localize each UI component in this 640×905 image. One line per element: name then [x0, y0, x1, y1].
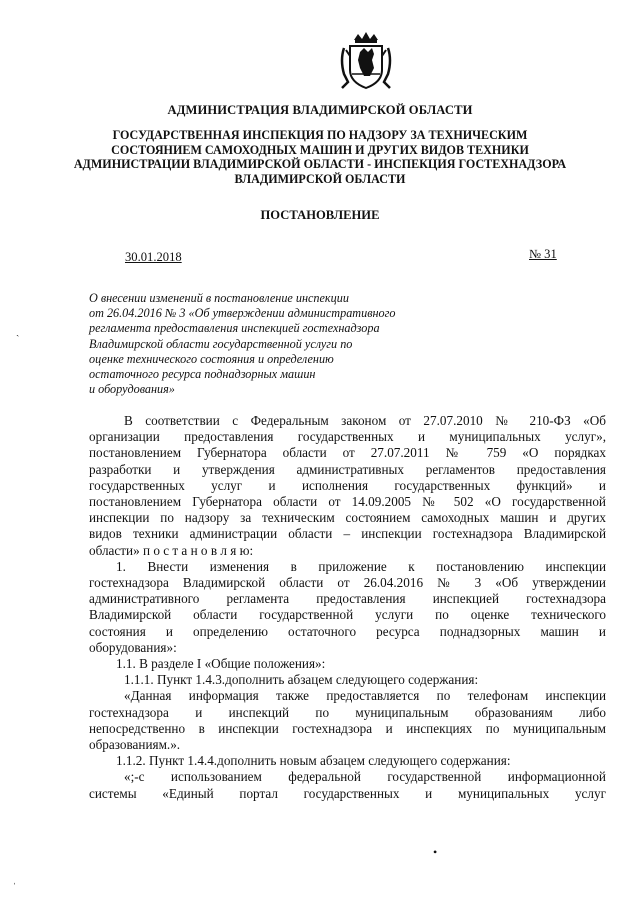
scan-mark: • [433, 845, 438, 859]
body-line: области» п о с т а н о в л я ю: [89, 542, 254, 558]
body-line: инспекции по надзору за техническим состоянием самоходных машин и других [89, 510, 606, 526]
body-line: состояния и определению остаточного ресурса поднадзорных машин и [89, 623, 606, 639]
body-line: 1. Внести изменения в приложение к постановлению инспекции [116, 558, 606, 574]
scan-mark: ˈ [13, 882, 17, 893]
inspection-title: ГОСУДАРСТВЕННАЯ ИНСПЕКЦИЯ ПО НАДЗОРУ ЗА ТЕХНИЧЕСКИМ СОСТОЯНИЕМ САМОХОДНЫХ МАШИН И ДРУГИХ ВИДОВ ТЕХНИКИ АДМИНИСТРАЦИИ ВЛАДИМИРСКОЙ ОБЛАСТИ - ИНСПЕКЦИЯ ГОСТЕХНАДЗОРА ВЛАДИМИРСКОЙ ОБЛАСТИ [73, 128, 567, 186]
body-line: системы «Единый портал государственных и муниципальных услуг [89, 785, 606, 801]
body-line: «;-с использованием федеральной государственной информационной [124, 769, 606, 785]
document-body [89, 413, 606, 802]
scan-mark: ˎ [16, 326, 20, 337]
body-line: 1.1. В разделе I «Общие положения»: [116, 656, 326, 672]
body-line: 1.1.2. Пункт 1.4.4.дополнить новым абзацем следующего содержания: [116, 753, 511, 769]
body-line: разработки и утверждения административных регламентов предоставления [89, 461, 606, 477]
document-subject: О внесении изменений в постановление инспекции от 26.04.2016 № 3 «Об утверждении административного регламента предоставления инспекцией гостехнадзора Владимирской области государственной услуги по оценке технического состояния и определению остаточного ресурса поднадзорных машин и оборудования» [89, 291, 396, 397]
body-line: административного регламента предоставления инспекцией гостехнадзора [89, 591, 606, 607]
body-line: постановлением Губернатора области от 14.09.2005 № 502 «О государственной [89, 494, 606, 510]
body-line: постановлением Губернатора области от 27.07.2011 № 759 «О порядках [89, 445, 606, 461]
body-line: организации предоставления государственных и муниципальных услуг», [89, 429, 606, 445]
document-type: ПОСТАНОВЛЕНИЕ [260, 208, 380, 222]
body-line: оборудования»: [89, 639, 177, 655]
body-line: видов техники администрации области – инспекции гостехнадзора Владимирской [89, 526, 606, 542]
body-line: В соответствии с Федеральным законом от 27.07.2010 № 210-ФЗ «Об [124, 413, 606, 428]
coat-of-arms-icon [338, 30, 394, 92]
organization-title: АДМИНИСТРАЦИЯ ВЛАДИМИРСКОЙ ОБЛАСТИ [167, 103, 473, 117]
document-number: № 31 [529, 247, 557, 261]
body-line: гостехнадзора и инспекций по муниципальным образованиям либо [89, 704, 606, 720]
body-line: «Данная информация также предоставляется по телефонам инспекции [124, 688, 606, 704]
body-line: Владимирской области государственной услуги по оценке технического [89, 607, 606, 623]
body-line: государственных услуг и исполнения государственных функций» и [89, 477, 606, 493]
body-line: непосредственно в инспекции гостехнадзора и инспекциях по муниципальным [89, 720, 606, 736]
body-line: 1.1.1. Пункт 1.4.3.дополнить абзацем следующего содержания: [124, 672, 479, 688]
document-date: 30.01.2018 [125, 250, 182, 264]
body-line: гостехнадзора Владимирской области от 26.04.2016 № 3 «Об утверждении [89, 575, 606, 591]
body-line: образованиям.». [89, 737, 181, 753]
